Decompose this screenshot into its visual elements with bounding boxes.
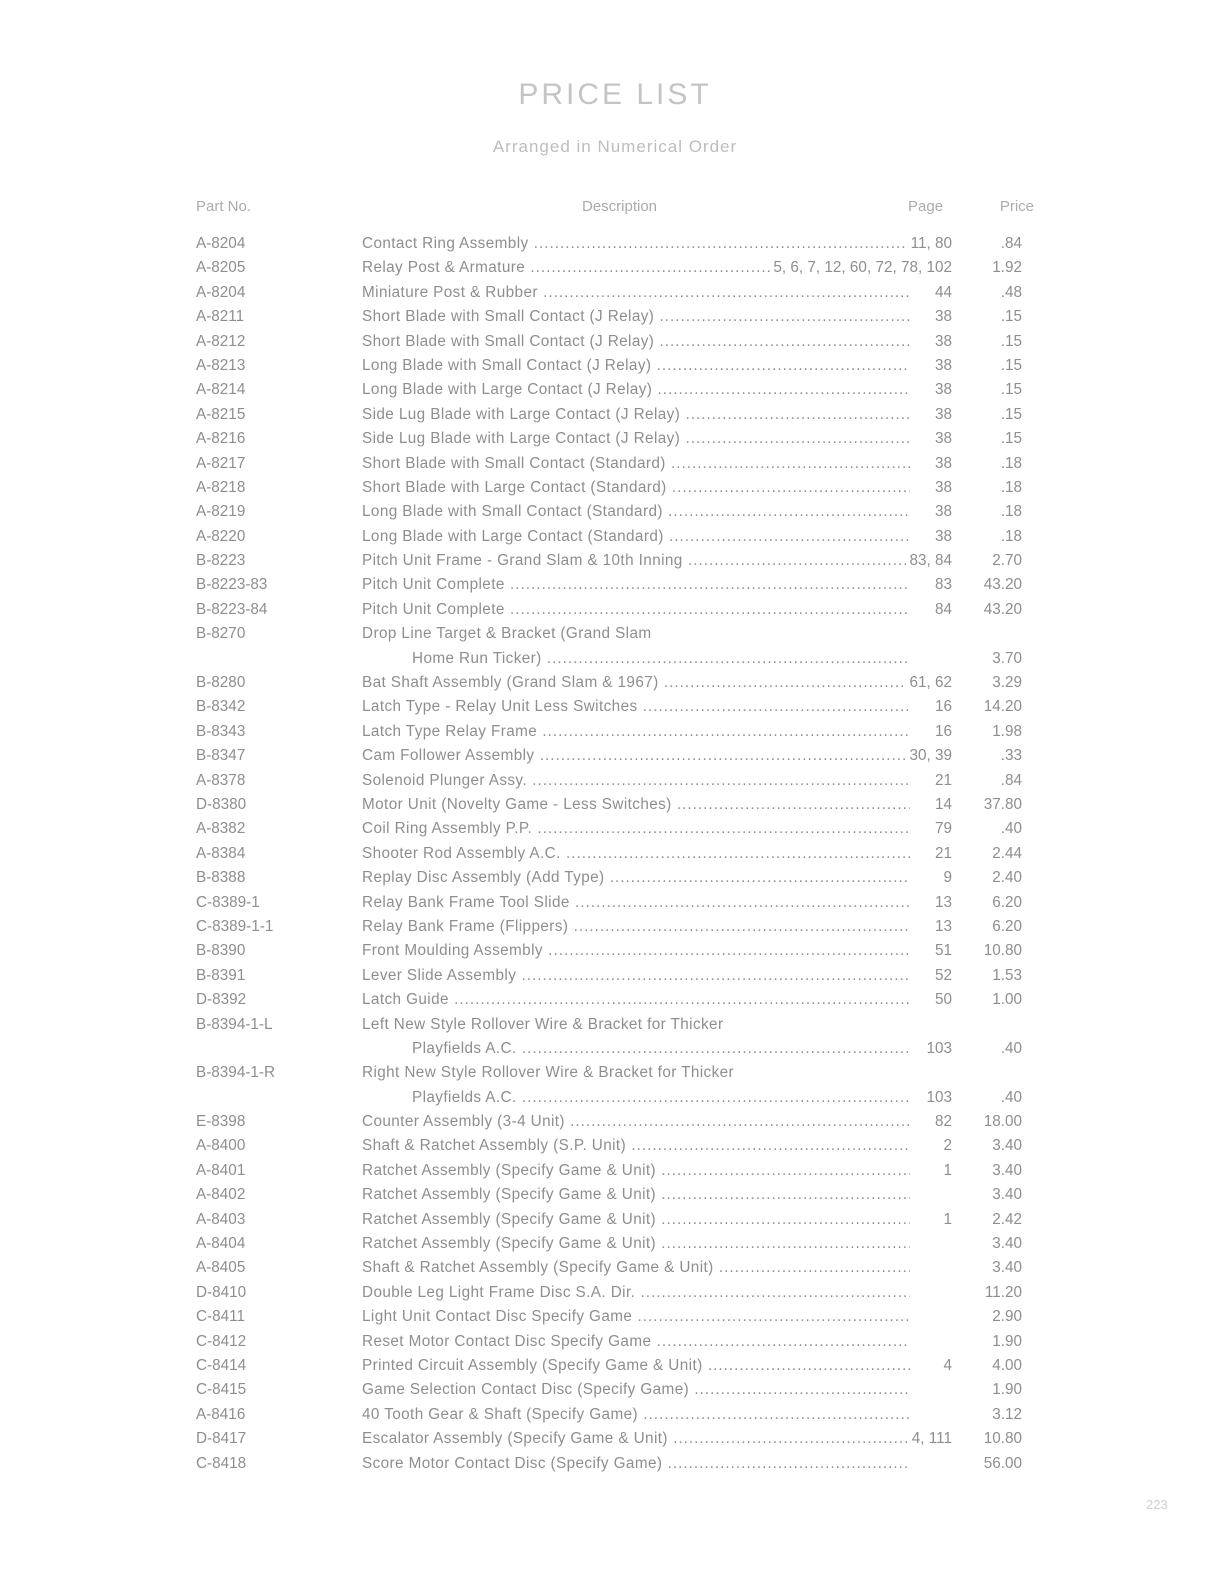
part-price: 3.70 [992,649,1022,667]
part-description: Reset Motor Contact Disc Specify Game ..... [362,1330,910,1354]
part-price: 3.40 [992,1137,1022,1155]
part-description: Latch Type Relay Frame ..... [362,720,910,744]
page-reference: 13 [932,915,952,939]
header-price: Price [999,198,1034,215]
part-description: Long Blade with Small Contact (Standard) ..... [362,500,910,524]
part-price: 3.40 [992,1259,1022,1277]
table-row [0,1281,1230,1305]
part-description: Short Blade with Small Contact (J Relay) ..... [362,305,910,329]
part-description: Front Moulding Assembly ..... [362,939,910,963]
part-number: C-8389-1 [196,893,260,911]
part-price: 18.00 [983,1113,1022,1131]
table-row [0,525,1230,549]
part-price: 43.20 [983,600,1022,618]
table-row [0,1037,1230,1061]
table-row [0,378,1230,402]
part-price: 10.80 [983,942,1022,960]
page-reference: 38 [932,378,952,402]
part-price: 3.40 [992,1186,1022,1204]
price-list-table [0,232,1230,1476]
part-description: Playfields A.C. ..... [412,1086,910,1110]
part-description: Counter Assembly (3-4 Unit) ..... [362,1110,910,1134]
part-price: .15 [1000,405,1022,423]
part-description: Ratchet Assembly (Specify Game & Unit) ..... [362,1232,910,1256]
page-reference: 4, 111 [909,1427,952,1451]
table-row [0,305,1230,329]
part-description: Lever Slide Assembly ..... [362,964,910,988]
part-number: C-8389-1-1 [196,917,274,935]
table-row [0,720,1230,744]
part-number: D-8380 [196,795,247,813]
part-price: 56.00 [983,1454,1022,1472]
part-number: B-8223-84 [196,600,268,618]
part-price: 6.20 [992,893,1022,911]
part-number: B-8388 [196,869,246,887]
table-row [0,988,1230,1012]
part-number: B-8270 [196,625,246,643]
part-price: .84 [1000,235,1022,252]
part-description: Printed Circuit Assembly (Specify Game & Unit) ..... [362,1354,910,1378]
part-price: .18 [1000,478,1022,496]
part-price: 37.80 [983,795,1022,813]
table-row [0,769,1230,793]
part-number: A-8204 [196,235,246,252]
table-row [0,598,1230,622]
part-price: 1.92 [992,259,1022,277]
part-number: B-8390 [196,942,246,960]
part-number: D-8392 [196,991,247,1009]
table-row [0,500,1230,524]
part-price: 1.98 [992,722,1022,740]
part-description: Playfields A.C. ..... [412,1037,910,1061]
part-price: 1.90 [992,1381,1022,1399]
table-row [0,671,1230,695]
part-description: Short Blade with Large Contact (Standard) ..... [362,476,910,500]
table-row [0,256,1230,280]
table-row [0,1183,1230,1207]
part-number: E-8398 [196,1113,246,1131]
table-row [0,964,1230,988]
part-description: Shaft & Ratchet Assembly (Specify Game & Unit) ..... [362,1256,910,1280]
part-number: A-8213 [196,356,246,374]
page-reference: 83, 84 [906,549,952,573]
page-reference: 1 [940,1159,952,1183]
page-number: 223 [1146,1497,1168,1512]
part-number: C-8418 [196,1454,247,1472]
part-number: A-8404 [196,1235,246,1253]
part-description: Coil Ring Assembly P.P. ..... [362,817,910,841]
table-row [0,915,1230,939]
part-price: .40 [1000,1039,1022,1057]
page-subtitle: Arranged in Numerical Order [492,137,738,156]
part-price: .18 [1000,527,1022,545]
part-price: 10.80 [983,1430,1022,1448]
page-reference: 16 [932,720,952,744]
page-reference: 38 [932,427,952,451]
table-row [0,793,1230,817]
part-price: .48 [1000,283,1022,301]
part-description: Solenoid Plunger Assy. ..... [362,769,910,793]
part-description: Relay Bank Frame (Flippers) ..... [362,915,910,939]
part-price: .18 [1000,503,1022,521]
part-number: A-8204 [196,283,246,301]
part-description: 40 Tooth Gear & Shaft (Specify Game) ..... [362,1403,910,1427]
table-row [0,891,1230,915]
page-reference: 38 [932,330,952,354]
table-row [0,452,1230,476]
part-price: 2.44 [992,844,1022,862]
part-description: Pitch Unit Complete ..... [362,573,910,597]
part-number: D-8417 [196,1430,247,1448]
part-price: 2.42 [992,1210,1022,1228]
page-reference: 4 [940,1354,952,1378]
part-number: B-8280 [196,674,246,692]
table-row [0,281,1230,305]
page-reference: 61, 62 [906,671,952,695]
part-number: C-8411 [196,1308,246,1326]
part-description: Short Blade with Small Contact (J Relay) ..... [362,330,910,354]
page-reference: 16 [932,695,952,719]
part-price: 43.20 [983,576,1022,594]
page-reference: 21 [932,769,952,793]
table-row [0,1378,1230,1402]
table-row [0,1061,1230,1085]
part-price: .33 [1000,747,1022,765]
table-row [0,842,1230,866]
page-reference: 2 [940,1134,952,1158]
page-reference: 38 [932,354,952,378]
part-description: Cam Follower Assembly ..... [362,744,910,768]
table-row [0,695,1230,719]
part-number: A-8405 [196,1259,246,1277]
table-row [0,622,1230,646]
table-row [0,1110,1230,1134]
page-reference: 38 [932,525,952,549]
part-description: Right New Style Rollover Wire & Bracket for Thicker [362,1064,735,1082]
header-part-no: Part No. [196,198,252,215]
part-description: Ratchet Assembly (Specify Game & Unit) ..... [362,1183,910,1207]
part-number: A-8382 [196,820,246,838]
page-reference: 38 [932,452,952,476]
part-description: Relay Bank Frame Tool Slide ..... [362,891,910,915]
part-description: Replay Disc Assembly (Add Type) ..... [362,866,910,890]
part-number: D-8410 [196,1283,247,1301]
part-price: 6.20 [992,917,1022,935]
page-reference: 44 [932,281,952,305]
page-reference: 5, 6, 7, 12, 60, 72, 78, 102 [770,256,952,280]
column-headers [0,198,1230,220]
part-number: A-8218 [196,478,246,496]
part-description: Pitch Unit Frame - Grand Slam & 10th Inning ..... [362,549,910,573]
part-description: Long Blade with Large Contact (Standard) ..... [362,525,910,549]
page-reference: 103 [923,1037,952,1061]
part-number: A-8216 [196,430,246,448]
page-reference: 1 [940,1208,952,1232]
part-number: A-8215 [196,405,246,423]
table-row [0,1134,1230,1158]
table-row [0,1354,1230,1378]
table-row [0,330,1230,354]
part-price: .15 [1000,430,1022,448]
part-description: Side Lug Blade with Large Contact (J Relay) ..... [362,403,910,427]
part-description: Pitch Unit Complete ..... [362,598,910,622]
part-number: B-8394-1-R [196,1064,276,1082]
part-price: .15 [1000,308,1022,326]
header-page: Page [908,198,944,215]
part-description: Long Blade with Large Contact (J Relay) ..... [362,378,910,402]
part-price: 4.00 [992,1356,1022,1374]
part-price: .15 [1000,356,1022,374]
part-number: A-8400 [196,1137,246,1155]
page-reference: 83 [932,573,952,597]
part-price: .40 [1000,1088,1022,1106]
part-description: Latch Type - Relay Unit Less Switches ..... [362,695,910,719]
page-reference: 79 [932,817,952,841]
part-price: 2.90 [992,1308,1022,1326]
part-number: B-8347 [196,747,246,765]
part-number: B-8391 [196,966,246,984]
table-row [0,647,1230,671]
table-row [0,1086,1230,1110]
part-description: Long Blade with Small Contact (J Relay) ..... [362,354,910,378]
table-row [0,232,1230,256]
part-description: Motor Unit (Novelty Game - Less Switches) ..... [362,793,910,817]
part-price: 3.29 [992,674,1022,692]
table-row [0,1427,1230,1451]
table-row [0,573,1230,597]
table-row [0,403,1230,427]
part-description: Ratchet Assembly (Specify Game & Unit) ..... [362,1159,910,1183]
part-number: A-8401 [196,1161,246,1179]
part-price: .18 [1000,454,1022,472]
part-description: Short Blade with Small Contact (Standard) ..... [362,452,910,476]
part-price: .15 [1000,332,1022,350]
part-price: 1.00 [992,991,1022,1009]
page-reference: 38 [932,476,952,500]
part-number: A-8403 [196,1210,246,1228]
part-description: Drop Line Target & Bracket (Grand Slam [362,625,652,643]
part-price: 2.40 [992,869,1022,887]
page-reference: 13 [932,891,952,915]
table-row [0,939,1230,963]
page-reference: 14 [932,793,952,817]
page-reference: 21 [932,842,952,866]
part-number: A-8219 [196,503,246,521]
part-description: Relay Post & Armature ..... [362,256,910,280]
table-row [0,1208,1230,1232]
page-reference: 38 [932,305,952,329]
part-number: C-8414 [196,1356,247,1374]
page-reference: 50 [932,988,952,1012]
part-number: A-8378 [196,771,246,789]
part-number: A-8416 [196,1405,246,1423]
page-reference: 52 [932,964,952,988]
table-row [0,549,1230,573]
part-number: A-8212 [196,332,246,350]
table-row [0,427,1230,451]
part-description: Escalator Assembly (Specify Game & Unit) ..... [362,1427,910,1451]
part-number: A-8402 [196,1186,246,1204]
part-description: Home Run Ticker) ..... [412,647,910,671]
table-row [0,866,1230,890]
part-price: 3.12 [992,1405,1022,1423]
part-number: A-8205 [196,259,246,277]
part-number: B-8342 [196,698,246,716]
page-reference: 38 [932,403,952,427]
page-reference: 38 [932,500,952,524]
page-reference: 11, 80 [908,232,952,256]
part-number: A-8217 [196,454,246,472]
table-row [0,1159,1230,1183]
table-row [0,476,1230,500]
part-description: Left New Style Rollover Wire & Bracket for Thicker [362,1015,724,1033]
part-number: C-8415 [196,1381,247,1399]
part-number: B-8343 [196,722,246,740]
part-number: B-8223-83 [196,576,268,594]
part-description: Light Unit Contact Disc Specify Game ..... [362,1305,910,1329]
table-row [0,744,1230,768]
part-description: Score Motor Contact Disc (Specify Game) ..... [362,1452,910,1476]
header-description: Description [582,198,658,215]
part-number: A-8211 [196,308,245,326]
part-description: Double Leg Light Frame Disc S.A. Dir. ..... [362,1281,910,1305]
part-price: 14.20 [983,698,1022,716]
part-price: 3.40 [992,1235,1022,1253]
part-description: Game Selection Contact Disc (Specify Game) ..... [362,1378,910,1402]
part-price: .40 [1000,820,1022,838]
part-price: 2.70 [992,552,1022,570]
part-description: Shaft & Ratchet Assembly (S.P. Unit) ..... [362,1134,910,1158]
part-number: B-8394-1-L [196,1015,273,1033]
page-title: PRICE LIST [518,78,712,111]
part-price: .15 [1000,381,1022,399]
table-row [0,1452,1230,1476]
page-reference: 30, 39 [906,744,952,768]
part-number: A-8214 [196,381,246,399]
part-description: Contact Ring Assembly ..... [362,232,910,256]
part-description: Side Lug Blade with Large Contact (J Relay) ..... [362,427,910,451]
page-reference: 9 [940,866,952,890]
part-price: 11.20 [984,1283,1022,1301]
part-number: A-8384 [196,844,246,862]
table-row [0,1305,1230,1329]
part-number: B-8223 [196,552,246,570]
part-number: A-8220 [196,527,246,545]
table-row [0,1232,1230,1256]
part-description: Miniature Post & Rubber ..... [362,281,910,305]
table-row [0,1330,1230,1354]
table-row [0,817,1230,841]
table-row [0,1013,1230,1037]
part-price: 3.40 [992,1161,1022,1179]
table-row [0,354,1230,378]
table-row [0,1403,1230,1427]
part-price: 1.90 [992,1332,1022,1350]
page-reference: 82 [932,1110,952,1134]
part-description: Shooter Rod Assembly A.C. ..... [362,842,910,866]
table-row [0,1256,1230,1280]
part-price: 1.53 [992,966,1022,984]
part-description: Latch Guide ..... [362,988,910,1012]
page-reference: 103 [923,1086,952,1110]
part-number: C-8412 [196,1332,247,1350]
page-reference: 51 [932,939,952,963]
part-price: .84 [1000,771,1022,789]
part-description: Ratchet Assembly (Specify Game & Unit) ..... [362,1208,910,1232]
page-reference: 84 [932,598,952,622]
part-description: Bat Shaft Assembly (Grand Slam & 1967) ..... [362,671,910,695]
